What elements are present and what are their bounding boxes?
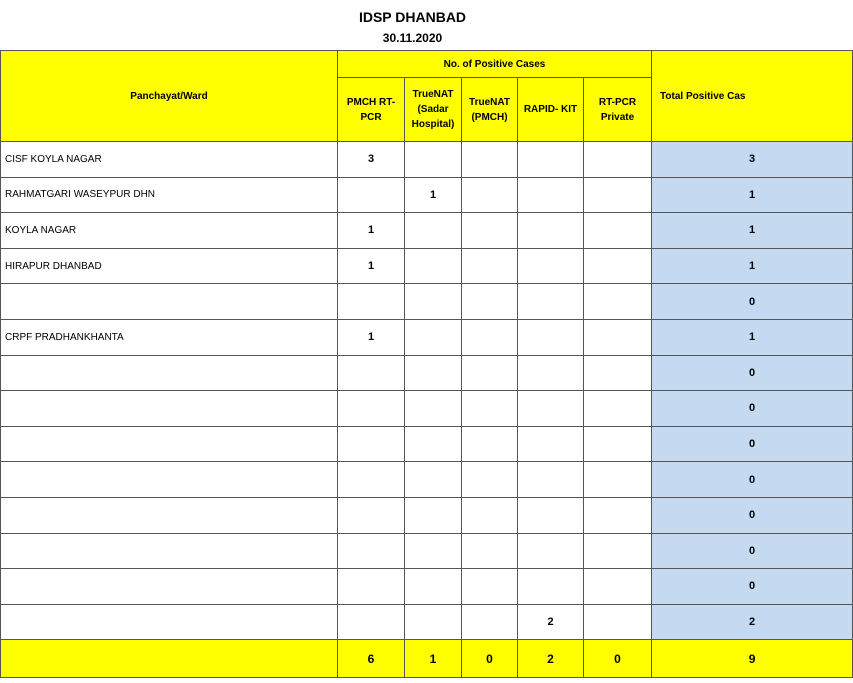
case-count-cell: [462, 426, 518, 462]
case-count-cell: [338, 604, 405, 640]
total-cell: 0: [652, 391, 853, 427]
table-row: [0, 177, 853, 213]
table-row: [0, 426, 853, 462]
ward-cell: CRPF PRADHANKHANTA: [1, 319, 338, 355]
case-count-cell: [462, 213, 518, 249]
ward-cell: [1, 355, 338, 391]
case-count-cell: [584, 177, 652, 213]
ward-cell: [1, 462, 338, 498]
case-count-cell: [518, 248, 584, 284]
case-count-cell: [338, 569, 405, 605]
case-count-cell: [462, 604, 518, 640]
case-count-cell: [405, 426, 462, 462]
header-row-top: [0, 51, 853, 78]
case-count-cell: [338, 533, 405, 569]
case-count-cell: [338, 284, 405, 320]
total-cell: 0: [652, 497, 853, 533]
case-count-cell: [405, 355, 462, 391]
table-row: [0, 248, 853, 284]
case-count-cell: 1: [405, 177, 462, 213]
case-count-cell: [518, 355, 584, 391]
positive-cases-group-header: No. of Positive Cases: [338, 51, 652, 78]
case-count-cell: [584, 426, 652, 462]
case-count-cell: [405, 462, 462, 498]
case-count-cell: [584, 497, 652, 533]
truenat-sadar-header: TrueNAT (Sadar Hospital): [405, 78, 462, 142]
case-count-cell: [584, 248, 652, 284]
case-count-cell: [584, 604, 652, 640]
case-count-cell: [338, 391, 405, 427]
case-count-cell: 1: [338, 319, 405, 355]
case-count-cell: [338, 462, 405, 498]
case-count-cell: [405, 319, 462, 355]
table-row: [0, 319, 853, 355]
case-count-cell: [338, 426, 405, 462]
case-count-cell: [462, 248, 518, 284]
case-count-cell: [584, 284, 652, 320]
case-count-cell: [518, 177, 584, 213]
case-count-cell: [405, 391, 462, 427]
case-count-cell: [462, 569, 518, 605]
case-count-cell: 1: [405, 640, 462, 678]
total-cell: 1: [652, 213, 853, 249]
table-row: [0, 462, 853, 498]
ward-cell: HIRAPUR DHANBAD: [1, 248, 338, 284]
case-count-cell: [405, 569, 462, 605]
total-header: Total Positive Cas: [652, 51, 853, 142]
ward-cell: RAHMATGARI WASEYPUR DHN: [1, 177, 338, 213]
case-count-cell: 0: [462, 640, 518, 678]
case-count-cell: [518, 142, 584, 178]
table-row: [0, 604, 853, 640]
case-count-cell: [518, 569, 584, 605]
case-count-cell: [462, 462, 518, 498]
totals-row: [0, 640, 853, 678]
rtpcr-private-header: RT-PCR Private: [584, 78, 652, 142]
truenat-pmch-header: TrueNAT (PMCH): [462, 78, 518, 142]
case-count-cell: [518, 462, 584, 498]
case-count-cell: [518, 426, 584, 462]
case-count-cell: [405, 142, 462, 178]
case-count-cell: [462, 284, 518, 320]
total-cell: 0: [652, 284, 853, 320]
case-count-cell: [584, 533, 652, 569]
case-count-cell: [584, 355, 652, 391]
total-cell: 1: [652, 319, 853, 355]
total-cell: 3: [652, 142, 853, 178]
total-cell: 0: [652, 462, 853, 498]
case-count-cell: [518, 213, 584, 249]
total-cell: 1: [652, 177, 853, 213]
table-row: [0, 213, 853, 249]
case-count-cell: [462, 177, 518, 213]
case-count-cell: [405, 284, 462, 320]
total-cell: 9: [652, 640, 853, 678]
case-count-cell: [462, 142, 518, 178]
case-count-cell: [462, 391, 518, 427]
ward-cell: [1, 569, 338, 605]
positive-cases-table: [0, 50, 853, 678]
ward-cell: [1, 604, 338, 640]
case-count-cell: [338, 497, 405, 533]
total-cell: 0: [652, 533, 853, 569]
ward-cell: [1, 426, 338, 462]
case-count-cell: 1: [338, 213, 405, 249]
rapid-kit-header: RAPID- KIT: [518, 78, 584, 142]
pmch-rtpcr-header: PMCH RT-PCR: [338, 78, 405, 142]
case-count-cell: 3: [338, 142, 405, 178]
case-count-cell: 0: [584, 640, 652, 678]
total-cell: 0: [652, 569, 853, 605]
total-cell: 1: [652, 248, 853, 284]
ward-cell: [1, 497, 338, 533]
case-count-cell: [584, 569, 652, 605]
case-count-cell: [405, 533, 462, 569]
ward-cell: [1, 533, 338, 569]
total-cell: 0: [652, 426, 853, 462]
case-count-cell: [405, 604, 462, 640]
table-row: [0, 569, 853, 605]
case-count-cell: [462, 497, 518, 533]
ward-cell: [1, 284, 338, 320]
case-count-cell: 1: [338, 248, 405, 284]
case-count-cell: [584, 462, 652, 498]
case-count-cell: [584, 391, 652, 427]
case-count-cell: [584, 319, 652, 355]
table-row: [0, 142, 853, 178]
table-row: [0, 497, 853, 533]
case-count-cell: [584, 142, 652, 178]
case-count-cell: [462, 533, 518, 569]
ward-cell: KOYLA NAGAR: [1, 213, 338, 249]
case-count-cell: [338, 177, 405, 213]
case-count-cell: 2: [518, 604, 584, 640]
case-count-cell: [518, 533, 584, 569]
table-row: [0, 355, 853, 391]
case-count-cell: [518, 391, 584, 427]
total-cell: 0: [652, 355, 853, 391]
case-count-cell: [462, 355, 518, 391]
table-row: [0, 533, 853, 569]
ward-cell: [1, 640, 338, 678]
case-count-cell: 2: [518, 640, 584, 678]
case-count-cell: [338, 355, 405, 391]
ward-cell: CISF KOYLA NAGAR: [1, 142, 338, 178]
case-count-cell: [518, 319, 584, 355]
ward-cell: [1, 391, 338, 427]
table-row: [0, 284, 853, 320]
case-count-cell: [518, 284, 584, 320]
ward-header: Panchayat/Ward: [1, 51, 338, 142]
case-count-cell: [584, 213, 652, 249]
case-count-cell: [405, 213, 462, 249]
case-count-cell: [462, 319, 518, 355]
report-title: IDSP DHANBAD: [358, 9, 467, 25]
table-row: [0, 391, 853, 427]
case-count-cell: [405, 497, 462, 533]
report-date: 30.11.2020: [382, 31, 443, 45]
case-count-cell: 6: [338, 640, 405, 678]
total-cell: 2: [652, 604, 853, 640]
case-count-cell: [518, 497, 584, 533]
case-count-cell: [405, 248, 462, 284]
